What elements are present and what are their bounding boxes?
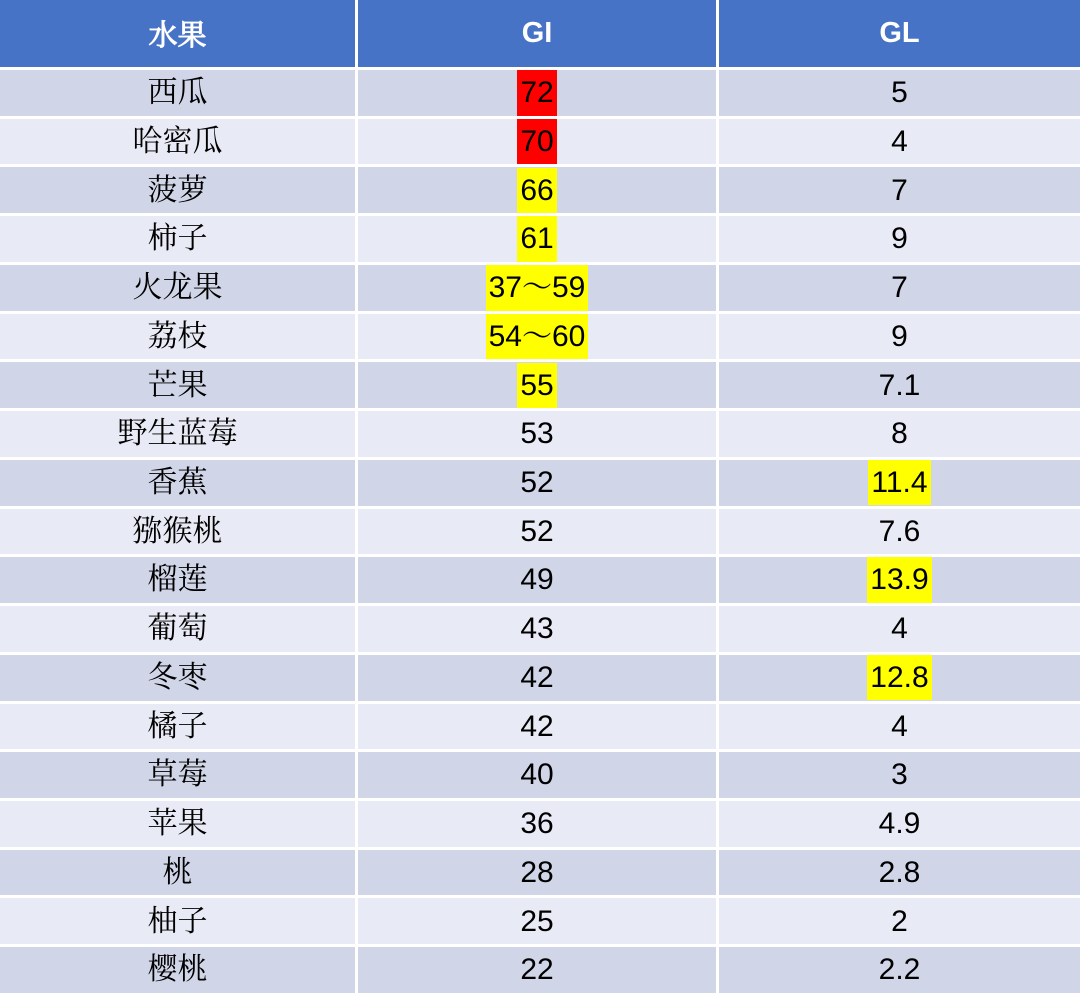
gl-value: 4.9 — [878, 807, 921, 841]
table-row — [0, 411, 1080, 457]
gi-value: 43 — [520, 612, 554, 646]
gl-value-cell — [719, 70, 1080, 116]
gi-value-cell — [358, 801, 716, 847]
gl-value-cell — [719, 752, 1080, 798]
fruit-name: 苹果 — [147, 807, 208, 841]
fruit-name: 菠萝 — [147, 173, 208, 207]
gl-value: 9 — [891, 222, 908, 256]
gl-value-cell — [719, 509, 1080, 555]
gl-value: 2.8 — [878, 855, 921, 889]
gl-value-cell — [719, 898, 1080, 944]
fruit-name-cell — [0, 801, 355, 847]
gl-value: 8 — [891, 417, 908, 451]
fruit-name: 柿子 — [147, 222, 208, 256]
gi-value: 28 — [520, 855, 554, 889]
gi-value: 55 — [517, 363, 556, 409]
gl-value: 4 — [891, 612, 908, 646]
gi-value-cell — [358, 119, 716, 165]
gl-value-cell — [719, 216, 1080, 262]
fruit-name-cell — [0, 216, 355, 262]
table-row — [0, 167, 1080, 213]
gl-value-cell — [719, 557, 1080, 603]
table-row — [0, 947, 1080, 993]
fruit-name-cell — [0, 947, 355, 993]
gl-value: 2 — [891, 904, 908, 938]
gl-value: 9 — [891, 319, 908, 353]
gi-value: 36 — [520, 807, 554, 841]
fruit-name-cell — [0, 898, 355, 944]
gi-value-cell — [358, 704, 716, 750]
gi-value: 25 — [520, 904, 554, 938]
gi-value-cell — [358, 898, 716, 944]
fruit-name: 冬枣 — [147, 660, 208, 694]
gi-value-cell — [358, 460, 716, 506]
fruit-name-cell — [0, 850, 355, 896]
gl-value-cell — [719, 362, 1080, 408]
fruit-name-cell — [0, 265, 355, 311]
gl-value-cell — [719, 606, 1080, 652]
table-row — [0, 557, 1080, 603]
gl-value-cell — [719, 411, 1080, 457]
table-row — [0, 362, 1080, 408]
gl-value-cell — [719, 947, 1080, 993]
gl-value: 3 — [891, 758, 908, 792]
gi-value-cell — [358, 314, 716, 360]
table-row — [0, 70, 1080, 116]
fruit-name-cell — [0, 509, 355, 555]
gi-value-cell — [358, 606, 716, 652]
gl-value-cell — [719, 801, 1080, 847]
fruit-name-cell — [0, 411, 355, 457]
table-row — [0, 752, 1080, 798]
table-row — [0, 850, 1080, 896]
fruit-name-cell — [0, 314, 355, 360]
gi-value-cell — [358, 509, 716, 555]
gi-value-cell — [358, 947, 716, 993]
gi-value-cell — [358, 411, 716, 457]
fruit-name: 桃 — [162, 855, 193, 889]
fruit-name-cell — [0, 70, 355, 116]
fruit-name: 樱桃 — [147, 953, 208, 987]
gl-value-cell — [719, 119, 1080, 165]
gi-value-cell — [358, 167, 716, 213]
fruit-name-cell — [0, 606, 355, 652]
gi-value-cell — [358, 216, 716, 262]
fruit-name-cell — [0, 704, 355, 750]
fruit-name-cell — [0, 119, 355, 165]
gl-value: 4 — [891, 124, 908, 158]
gl-value-cell — [719, 460, 1080, 506]
gl-value: 7.6 — [878, 514, 921, 548]
gi-value: 52 — [520, 514, 554, 548]
gl-value: 7.1 — [878, 368, 921, 402]
fruit-name: 葡萄 — [147, 612, 208, 646]
fruit-name: 西瓜 — [147, 76, 208, 110]
fruit-name: 猕猴桃 — [132, 514, 223, 548]
table-row — [0, 216, 1080, 262]
gl-value-cell — [719, 704, 1080, 750]
gi-value: 66 — [517, 168, 556, 214]
gi-value: 37～59 — [486, 265, 589, 311]
table-row — [0, 606, 1080, 652]
table-header-row — [0, 0, 1080, 67]
gi-value-cell — [358, 752, 716, 798]
fruit-name: 火龙果 — [132, 271, 223, 305]
header-gl: GL — [719, 0, 1080, 67]
gi-value: 54～60 — [486, 314, 589, 360]
fruit-name-cell — [0, 460, 355, 506]
table-row — [0, 704, 1080, 750]
gi-value: 42 — [520, 709, 554, 743]
fruit-name: 榴莲 — [147, 563, 208, 597]
gi-value-cell — [358, 850, 716, 896]
gi-value: 70 — [517, 119, 556, 165]
gl-value-cell — [719, 167, 1080, 213]
gi-value: 53 — [520, 417, 554, 451]
fruit-name: 草莓 — [147, 758, 208, 792]
fruit-name-cell — [0, 167, 355, 213]
fruit-name: 野生蓝莓 — [117, 417, 238, 451]
gl-value: 4 — [891, 709, 908, 743]
gl-value-cell — [719, 314, 1080, 360]
fruit-name-cell — [0, 557, 355, 603]
gi-value: 52 — [520, 465, 554, 499]
header-gi: GI — [358, 0, 716, 67]
table-row — [0, 265, 1080, 311]
header-fruit: 水果 — [0, 0, 355, 67]
gi-value: 49 — [520, 563, 554, 597]
gl-value: 11.4 — [868, 460, 930, 506]
fruit-name: 哈密瓜 — [132, 124, 223, 158]
fruit-name: 荔枝 — [147, 319, 208, 353]
fruit-name-cell — [0, 362, 355, 408]
fruit-name: 香蕉 — [147, 465, 208, 499]
gl-value: 13.9 — [867, 557, 931, 603]
gl-value: 7 — [891, 173, 908, 207]
fruit-name-cell — [0, 655, 355, 701]
fruit-name-cell — [0, 752, 355, 798]
gl-value: 12.8 — [867, 655, 931, 701]
table-row — [0, 509, 1080, 555]
gi-value-cell — [358, 70, 716, 116]
gi-value-cell — [358, 265, 716, 311]
gi-value: 72 — [517, 70, 556, 116]
gi-value-cell — [358, 362, 716, 408]
gl-value: 7 — [891, 271, 908, 305]
gl-value: 5 — [891, 76, 908, 110]
table-row — [0, 801, 1080, 847]
fruit-name: 橘子 — [147, 709, 208, 743]
table-row — [0, 898, 1080, 944]
fruit-name: 芒果 — [147, 368, 208, 402]
table-row — [0, 314, 1080, 360]
gl-value-cell — [719, 850, 1080, 896]
table-row — [0, 655, 1080, 701]
gi-value-cell — [358, 557, 716, 603]
gi-value: 40 — [520, 758, 554, 792]
gi-value-cell — [358, 655, 716, 701]
gi-value: 61 — [517, 216, 556, 262]
gi-value: 42 — [520, 660, 554, 694]
gl-value: 2.2 — [878, 953, 921, 987]
table-row — [0, 460, 1080, 506]
fruit-name: 柚子 — [147, 904, 208, 938]
table-row — [0, 119, 1080, 165]
gl-value-cell — [719, 655, 1080, 701]
gi-value: 22 — [520, 953, 554, 987]
gl-value-cell — [719, 265, 1080, 311]
